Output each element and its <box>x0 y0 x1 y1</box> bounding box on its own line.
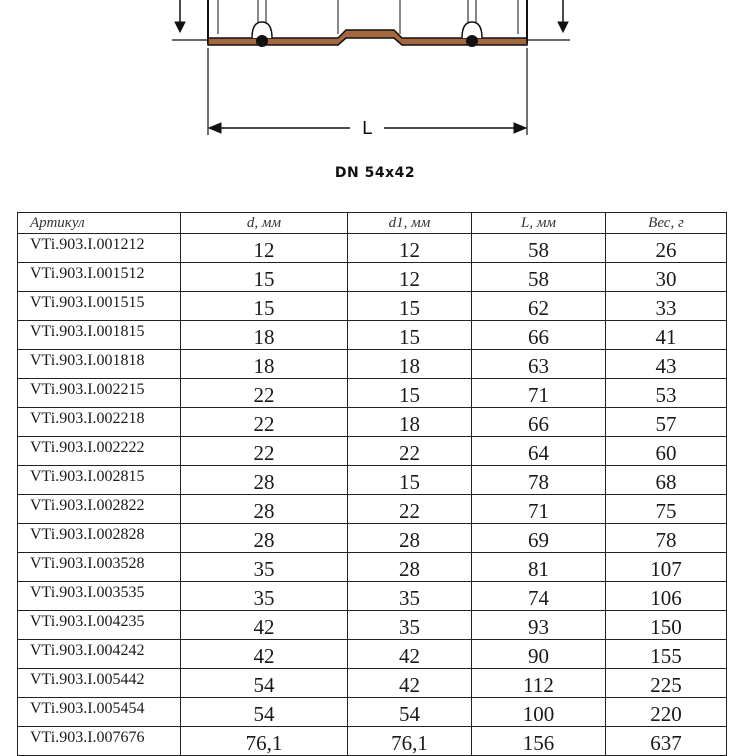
cell-weight: 78 <box>606 524 727 553</box>
cell-d1: 12 <box>348 234 472 263</box>
table-row <box>18 524 727 553</box>
cell-weight: 68 <box>606 466 727 495</box>
table-body <box>18 234 727 756</box>
cell-d1: 18 <box>348 408 472 437</box>
cell-weight: 26 <box>606 234 727 263</box>
cell-d1: 15 <box>348 292 472 321</box>
cell-d1: 15 <box>348 379 472 408</box>
cell-d: 18 <box>181 321 348 350</box>
cell-length: 78 <box>472 466 606 495</box>
cell-length: 58 <box>472 234 606 263</box>
cell-d1: 15 <box>348 321 472 350</box>
header-d1: d1, мм <box>348 213 472 234</box>
cell-length: 71 <box>472 379 606 408</box>
cell-article: VTi.903.I.002215 <box>18 379 181 408</box>
table-row <box>18 263 727 292</box>
cell-d1: 35 <box>348 582 472 611</box>
cell-article: VTi.903.I.002828 <box>18 524 181 553</box>
cell-d: 22 <box>181 379 348 408</box>
table-row <box>18 234 727 263</box>
cell-d: 76,1 <box>181 727 348 756</box>
cell-article: VTi.903.I.004242 <box>18 640 181 669</box>
specification-table <box>17 212 727 756</box>
cell-d: 15 <box>181 292 348 321</box>
cell-d: 35 <box>181 582 348 611</box>
cell-article: VTi.903.I.001512 <box>18 263 181 292</box>
cell-article: VTi.903.I.001818 <box>18 350 181 379</box>
cell-weight: 30 <box>606 263 727 292</box>
cell-article: VTi.903.I.002815 <box>18 466 181 495</box>
cell-article: VTi.903.I.001515 <box>18 292 181 321</box>
table-row <box>18 611 727 640</box>
diameter-dimension-left <box>172 0 208 40</box>
table-row <box>18 437 727 466</box>
cell-length: 69 <box>472 524 606 553</box>
fitting-body <box>208 0 527 47</box>
cell-weight: 33 <box>606 292 727 321</box>
table-row <box>18 466 727 495</box>
cell-article: VTi.903.I.003528 <box>18 553 181 582</box>
cell-weight: 106 <box>606 582 727 611</box>
table-row <box>18 379 727 408</box>
cell-length: 156 <box>472 727 606 756</box>
cell-length: 81 <box>472 553 606 582</box>
cell-weight: 41 <box>606 321 727 350</box>
cell-d1: 12 <box>348 263 472 292</box>
cell-article: VTi.903.I.001212 <box>18 234 181 263</box>
cell-d1: 18 <box>348 350 472 379</box>
cell-d: 28 <box>181 524 348 553</box>
cell-length: 66 <box>472 408 606 437</box>
cell-d1: 28 <box>348 553 472 582</box>
diameter-dimension-right <box>527 0 570 40</box>
cell-length: 90 <box>472 640 606 669</box>
cell-d1: 42 <box>348 669 472 698</box>
table-row <box>18 582 727 611</box>
cell-article: VTi.903.I.001815 <box>18 321 181 350</box>
cell-article: VTi.903.I.002822 <box>18 495 181 524</box>
cell-d: 18 <box>181 350 348 379</box>
o-ring-right <box>466 35 478 47</box>
cell-length: 62 <box>472 292 606 321</box>
cell-d: 15 <box>181 263 348 292</box>
cell-weight: 220 <box>606 698 727 727</box>
cell-weight: 155 <box>606 640 727 669</box>
header-d: d, мм <box>181 213 348 234</box>
cell-length: 100 <box>472 698 606 727</box>
cell-length: 71 <box>472 495 606 524</box>
cell-d1: 28 <box>348 524 472 553</box>
cell-d: 42 <box>181 640 348 669</box>
cell-article: VTi.903.I.002218 <box>18 408 181 437</box>
table-row <box>18 495 727 524</box>
cell-d: 22 <box>181 408 348 437</box>
cell-d: 54 <box>181 698 348 727</box>
cell-d1: 54 <box>348 698 472 727</box>
cell-length: 58 <box>472 263 606 292</box>
cell-length: 74 <box>472 582 606 611</box>
cell-d1: 76,1 <box>348 727 472 756</box>
cell-article: VTi.903.I.004235 <box>18 611 181 640</box>
table-row <box>18 408 727 437</box>
cell-d1: 22 <box>348 437 472 466</box>
length-label: L <box>361 118 373 139</box>
size-caption: DN 54x42 <box>334 165 416 181</box>
cell-weight: 43 <box>606 350 727 379</box>
cell-length: 93 <box>472 611 606 640</box>
cell-d: 28 <box>181 495 348 524</box>
o-ring-left <box>256 35 268 47</box>
cell-weight: 53 <box>606 379 727 408</box>
header-article: Артикул <box>18 213 181 234</box>
cell-d: 28 <box>181 466 348 495</box>
cell-weight: 75 <box>606 495 727 524</box>
cell-weight: 637 <box>606 727 727 756</box>
cell-article: VTi.903.I.005454 <box>18 698 181 727</box>
table-row <box>18 292 727 321</box>
header-weight: Вес, г <box>606 213 727 234</box>
table-row <box>18 669 727 698</box>
cell-weight: 57 <box>606 408 727 437</box>
table-row <box>18 640 727 669</box>
cell-length: 66 <box>472 321 606 350</box>
cell-d: 54 <box>181 669 348 698</box>
table-row <box>18 350 727 379</box>
cell-d: 42 <box>181 611 348 640</box>
cell-d1: 35 <box>348 611 472 640</box>
cell-length: 112 <box>472 669 606 698</box>
cell-article: VTi.903.I.007676 <box>18 727 181 756</box>
cell-d1: 42 <box>348 640 472 669</box>
cell-d: 35 <box>181 553 348 582</box>
table-row <box>18 321 727 350</box>
table-row <box>18 553 727 582</box>
cell-d1: 22 <box>348 495 472 524</box>
cell-article: VTi.903.I.005442 <box>18 669 181 698</box>
cell-weight: 107 <box>606 553 727 582</box>
table-row <box>18 698 727 727</box>
cell-weight: 150 <box>606 611 727 640</box>
table-row <box>18 727 727 756</box>
cell-d: 22 <box>181 437 348 466</box>
cell-weight: 60 <box>606 437 727 466</box>
cell-d: 12 <box>181 234 348 263</box>
header-length: L, мм <box>472 213 606 234</box>
table-header-row <box>18 213 727 234</box>
cell-weight: 225 <box>606 669 727 698</box>
cell-length: 63 <box>472 350 606 379</box>
cell-article: VTi.903.I.003535 <box>18 582 181 611</box>
cell-d1: 15 <box>348 466 472 495</box>
cell-length: 64 <box>472 437 606 466</box>
cell-article: VTi.903.I.002222 <box>18 437 181 466</box>
